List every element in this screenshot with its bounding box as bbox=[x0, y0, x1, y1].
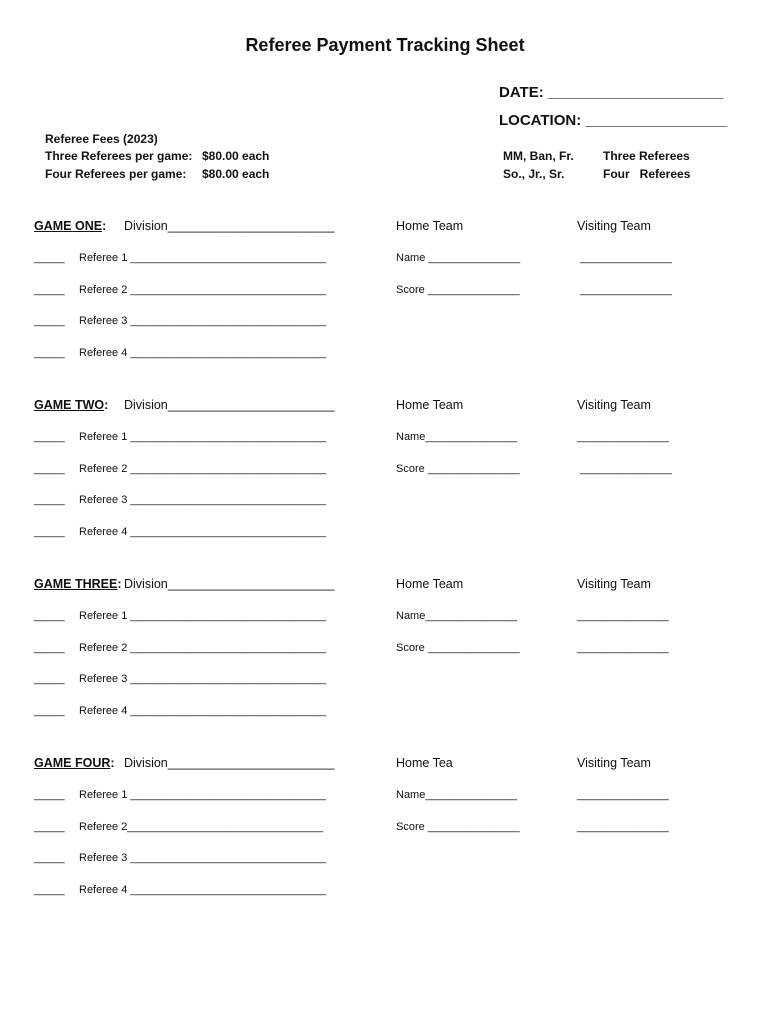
division-field[interactable]: Division________________________ bbox=[124, 398, 335, 412]
class-row2-right: Four Referees bbox=[603, 167, 691, 181]
game-title: GAME ONE bbox=[34, 219, 103, 233]
referee-check-blank[interactable]: _____ bbox=[34, 821, 65, 833]
home-team-header: Home Tea bbox=[396, 756, 453, 770]
referee-name-field[interactable]: Referee 2________________________________ bbox=[79, 821, 324, 833]
referee-name-field[interactable]: Referee 3 ________________________________ bbox=[79, 852, 327, 864]
game-title: GAME TWO bbox=[34, 398, 105, 412]
referee-check-blank[interactable]: _____ bbox=[34, 431, 65, 443]
referee-check-blank[interactable]: _____ bbox=[34, 526, 65, 538]
home-team-header: Home Team bbox=[396, 577, 464, 591]
fees-four-amount: $80.00 each bbox=[202, 167, 270, 181]
referee-name-field[interactable]: Referee 2 ________________________________ bbox=[79, 463, 327, 475]
referee-check-blank[interactable]: _____ bbox=[34, 252, 65, 264]
fees-three-row bbox=[45, 149, 305, 163]
referee-name-field[interactable]: Referee 4 ________________________________ bbox=[79, 347, 327, 359]
home-name-field[interactable]: Name_______________ bbox=[396, 610, 518, 622]
visiting-score-line[interactable]: _______________ bbox=[577, 284, 672, 296]
game-label bbox=[34, 756, 115, 770]
visiting-team-header: Visiting Team bbox=[577, 577, 651, 591]
location-field[interactable]: LOCATION: _________________ bbox=[499, 112, 728, 129]
referee-check-blank[interactable]: _____ bbox=[34, 284, 65, 296]
home-score-field[interactable]: Score _______________ bbox=[396, 821, 520, 833]
game-label bbox=[34, 577, 122, 591]
referee-check-blank[interactable]: _____ bbox=[34, 884, 65, 896]
visiting-score-line[interactable]: _______________ bbox=[577, 642, 669, 654]
referee-check-blank[interactable]: _____ bbox=[34, 642, 65, 654]
home-team-header: Home Team bbox=[396, 398, 464, 412]
division-field[interactable]: Division________________________ bbox=[124, 577, 335, 591]
home-name-field[interactable]: Name _______________ bbox=[396, 252, 521, 264]
referee-name-field[interactable]: Referee 1 ________________________________ bbox=[79, 431, 327, 443]
referee-check-blank[interactable]: _____ bbox=[34, 852, 65, 864]
referee-name-field[interactable]: Referee 4 ________________________________ bbox=[79, 526, 327, 538]
home-name-field[interactable]: Name_______________ bbox=[396, 789, 518, 801]
game-title-suffix: : bbox=[110, 756, 115, 770]
game-title: GAME FOUR bbox=[34, 756, 111, 770]
class-row1-left: MM, Ban, Fr. bbox=[503, 149, 574, 163]
referee-check-blank[interactable]: _____ bbox=[34, 463, 65, 475]
home-score-field[interactable]: Score _______________ bbox=[396, 463, 520, 475]
referee-name-field[interactable]: Referee 4 ________________________________ bbox=[79, 705, 327, 717]
referee-check-blank[interactable]: _____ bbox=[34, 789, 65, 801]
page-title: Referee Payment Tracking Sheet bbox=[245, 35, 525, 55]
division-field[interactable]: Division________________________ bbox=[124, 219, 335, 233]
home-name-field[interactable]: Name_______________ bbox=[396, 431, 518, 443]
referee-name-field[interactable]: Referee 2 ________________________________ bbox=[79, 284, 327, 296]
visiting-name-line[interactable]: _______________ bbox=[577, 789, 669, 801]
game-label bbox=[34, 398, 108, 412]
visiting-score-line[interactable]: _______________ bbox=[577, 821, 669, 833]
referee-check-blank[interactable]: _____ bbox=[34, 347, 65, 359]
game-title: GAME THREE bbox=[34, 577, 118, 591]
division-field[interactable]: Division________________________ bbox=[124, 756, 335, 770]
fees-three-label: Three Referees per game: bbox=[45, 149, 193, 163]
referee-name-field[interactable]: Referee 1 ________________________________ bbox=[79, 252, 327, 264]
referee-name-field[interactable]: Referee 1 ________________________________ bbox=[79, 789, 327, 801]
game-title-suffix: : bbox=[104, 398, 109, 412]
visiting-name-line[interactable]: _______________ bbox=[577, 431, 669, 443]
referee-check-blank[interactable]: _____ bbox=[34, 315, 65, 327]
home-score-field[interactable]: Score _______________ bbox=[396, 642, 520, 654]
class-row2-left: So., Jr., Sr. bbox=[503, 167, 565, 181]
fees-three-amount: $80.00 each bbox=[202, 149, 270, 163]
referee-name-field[interactable]: Referee 2 ________________________________ bbox=[79, 642, 327, 654]
game-title-suffix: : bbox=[102, 219, 107, 233]
fees-four-row bbox=[45, 167, 305, 181]
home-score-field[interactable]: Score _______________ bbox=[396, 284, 520, 296]
visiting-team-header: Visiting Team bbox=[577, 756, 651, 770]
visiting-team-header: Visiting Team bbox=[577, 398, 651, 412]
date-field[interactable]: DATE: _____________________ bbox=[499, 84, 724, 101]
visiting-name-line[interactable]: _______________ bbox=[577, 252, 672, 264]
referee-check-blank[interactable]: _____ bbox=[34, 610, 65, 622]
game-title-suffix: : bbox=[117, 577, 122, 591]
fees-four-label: Four Referees per game: bbox=[45, 167, 187, 181]
referee-check-blank[interactable]: _____ bbox=[34, 494, 65, 506]
referee-check-blank[interactable]: _____ bbox=[34, 705, 65, 717]
visiting-name-line[interactable]: _______________ bbox=[577, 610, 669, 622]
visiting-team-header: Visiting Team bbox=[577, 219, 651, 233]
visiting-score-line[interactable]: _______________ bbox=[577, 463, 672, 475]
referee-name-field[interactable]: Referee 3 ________________________________ bbox=[79, 673, 327, 685]
fees-heading: Referee Fees (2023) bbox=[45, 132, 158, 146]
referee-check-blank[interactable]: _____ bbox=[34, 673, 65, 685]
referee-name-field[interactable]: Referee 4 ________________________________ bbox=[79, 884, 327, 896]
home-team-header: Home Team bbox=[396, 219, 464, 233]
referee-name-field[interactable]: Referee 1 ________________________________ bbox=[79, 610, 327, 622]
referee-name-field[interactable]: Referee 3 ________________________________ bbox=[79, 494, 327, 506]
game-label bbox=[34, 219, 106, 233]
referee-name-field[interactable]: Referee 3 ________________________________ bbox=[79, 315, 327, 327]
class-row1-right: Three Referees bbox=[603, 149, 690, 163]
